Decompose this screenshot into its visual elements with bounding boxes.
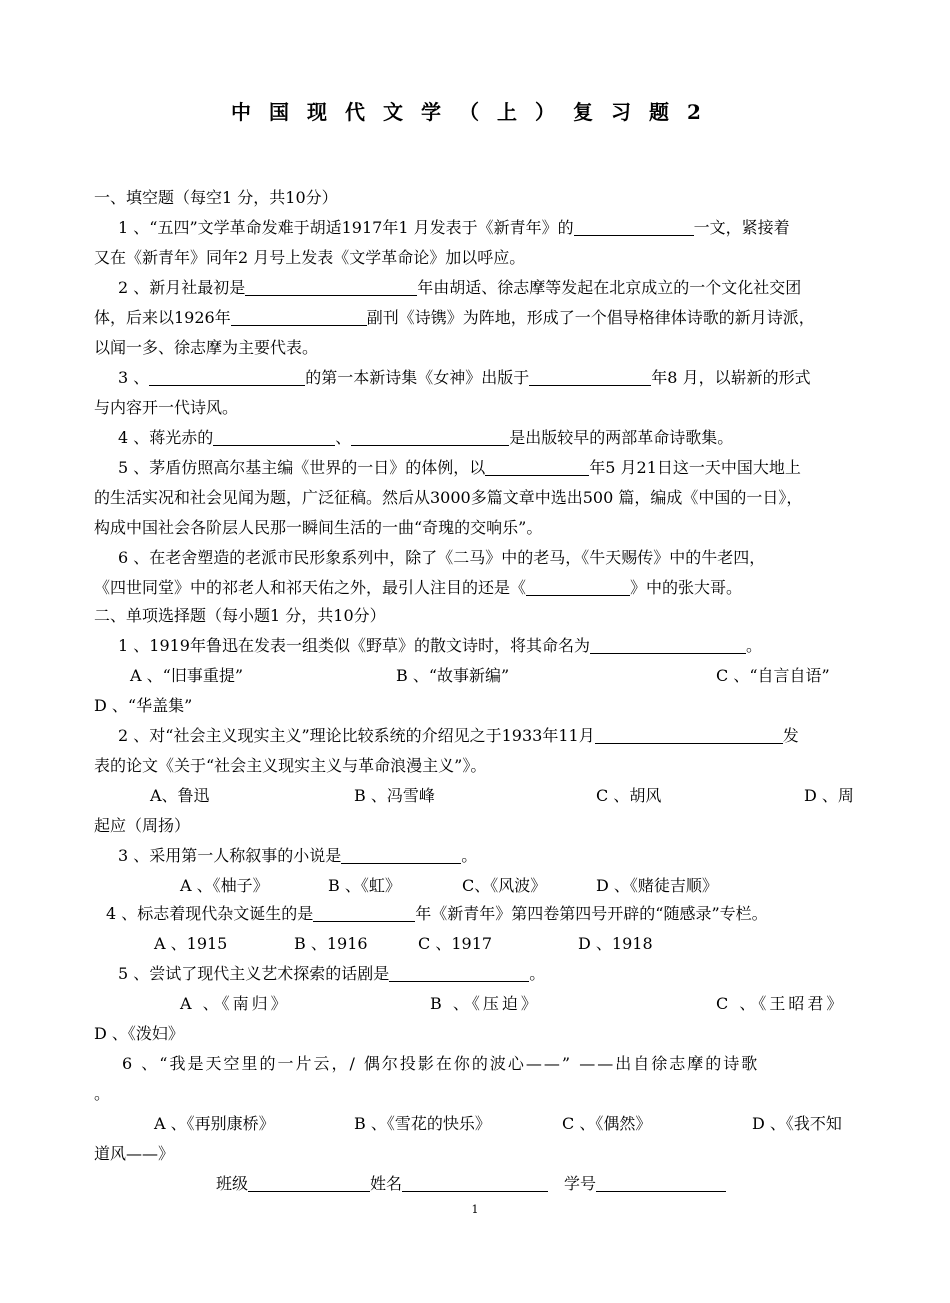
question-1-1-line-2: 又在《新青年》同年2 月号上发表《文学革命论》加以呼应。 xyxy=(94,248,526,267)
section-heading-single-choice: 二、单项选择题（每小题1 分，共10分） xyxy=(94,606,386,625)
question-1-3-line-2: 与内容开一代诗风。 xyxy=(94,398,239,417)
option-d: D 、1918 xyxy=(578,934,653,953)
option-a: A 、《南归》 xyxy=(180,994,290,1013)
blank xyxy=(529,369,651,386)
option-a: A、鲁迅 xyxy=(150,786,210,805)
question-2-4: 4 、标志着现代杂文诞生的是 年《新青年》第四卷第四号开辟的“随感录”专栏。 xyxy=(106,904,768,923)
option-d-continued: 起应（周扬） xyxy=(94,816,191,835)
question-1-5-line-2: 的生活实况和社会见闻为题，广泛征稿。然后从3000多篇文章中选出500 篇，编成《中国的一日》， xyxy=(94,488,803,507)
question-2-2-line-1: 2 、对“社会主义现实主义”理论比较系统的介绍见之于1933年11月 发 xyxy=(118,726,799,745)
option-b: B 、《虹》 xyxy=(328,876,401,895)
question-2-3: 3 、采用第一人称叙事的小说是 。 xyxy=(118,846,478,865)
option-a: A 、1915 xyxy=(154,934,228,953)
question-1-2-line-1: 2 、新月社最初是 年由胡适、徐志摩等发起在北京成立的一个文化社交团 xyxy=(118,278,802,297)
option-a: A 、《再别康桥》 xyxy=(154,1114,275,1133)
option-d: D 、周 xyxy=(804,786,854,805)
option-c: C 、《偶然》 xyxy=(562,1114,652,1133)
student-info-row xyxy=(216,1173,726,1195)
blank xyxy=(341,847,461,864)
question-1-3-line-1: 3 、 的第一本新诗集《女神》出版于 年8 月，以崭新的形式 xyxy=(118,368,811,387)
blank xyxy=(213,429,335,446)
option-b: B 、《压迫》 xyxy=(430,994,540,1013)
question-1-5-line-3: 构成中国社会各阶层人民那一瞬间生活的一曲“奇瑰的交响乐”。 xyxy=(94,518,543,537)
blank xyxy=(526,579,630,596)
option-c: C 、胡风 xyxy=(596,786,662,805)
name-label: 姓名 xyxy=(370,1174,403,1193)
student-id-field[interactable] xyxy=(596,1175,726,1192)
option-c: C 、“自言自语” xyxy=(716,666,830,685)
option-d: D 、“华盖集” xyxy=(94,696,193,715)
page-number: 1 xyxy=(471,1203,479,1216)
section-heading-fill-blank: 一、填空题（每空1 分，共10分） xyxy=(94,188,338,207)
option-d: D 、《泼妇》 xyxy=(94,1024,184,1043)
blank xyxy=(245,279,417,296)
option-b: B 、冯雪峰 xyxy=(354,786,435,805)
option-d: D 、《我不知 xyxy=(752,1114,842,1133)
question-1-2-line-2: 体，后来以1926年 副刊《诗镌》为阵地，形成了一个倡导格律体诗歌的新月诗派， xyxy=(94,308,815,327)
blank xyxy=(590,637,746,654)
blank xyxy=(149,369,305,386)
option-b: B 、《雪花的快乐》 xyxy=(354,1114,491,1133)
question-2-6-line-2: 。 xyxy=(94,1084,111,1103)
option-a: A 、“旧事重提” xyxy=(130,666,244,685)
option-c: C 、《王昭君》 xyxy=(716,994,846,1013)
name-field[interactable] xyxy=(402,1175,548,1192)
blank xyxy=(574,219,694,236)
question-2-6-line-1: 6 、“我是天空里的一片云，/ 偶尔投影在你的波心——” ——出自徐志摩的诗歌 xyxy=(122,1054,760,1073)
question-2-1: 1 、1919年鲁迅在发表一组类似《野草》的散文诗时，将其命名为 。 xyxy=(118,636,763,655)
question-1-1-line-1: 1 、“五四”文学革命发难于胡适1917年1 月发表于《新青年》的 一文，紧接着 xyxy=(118,218,790,237)
page-title: 中国现代文学（上）复习题2 xyxy=(231,100,719,124)
option-d-continued: 道风——》 xyxy=(94,1144,175,1163)
option-c: C 、1917 xyxy=(418,934,493,953)
option-b: B 、1916 xyxy=(294,934,368,953)
option-c: C、《风波》 xyxy=(462,876,547,895)
blank xyxy=(313,905,415,922)
question-2-2-line-2: 表的论文《关于“社会主义现实主义与革命浪漫主义”》。 xyxy=(94,756,487,775)
class-label: 班级 xyxy=(216,1174,249,1193)
option-b: B 、“故事新编” xyxy=(396,666,510,685)
blank xyxy=(595,727,783,744)
student-id-label: 学号 xyxy=(564,1174,597,1193)
question-2-5: 5 、尝试了现代主义艺术探索的话剧是 。 xyxy=(118,964,546,983)
question-1-2-line-3: 以闻一多、徐志摩为主要代表。 xyxy=(94,338,319,357)
question-1-5-line-1: 5 、茅盾仿照高尔基主编《世界的一日》的体例，以 年5 月21日这一天中国大地上 xyxy=(118,458,801,477)
blank xyxy=(389,965,529,982)
option-a: A 、《柚子》 xyxy=(180,876,269,895)
question-1-6-line-2: 《四世同堂》中的祁老人和祁天佑之外，最引人注目的还是《 》中的张大哥。 xyxy=(94,578,743,597)
blank xyxy=(485,459,589,476)
blank xyxy=(231,309,367,326)
blank xyxy=(351,429,509,446)
class-field[interactable] xyxy=(248,1175,370,1192)
question-1-6-line-1: 6 、在老舍塑造的老派市民形象系列中，除了《二马》中的老马，《牛天赐传》中的牛老四， xyxy=(118,548,766,567)
option-d: D 、《赌徒吉顺》 xyxy=(596,876,718,895)
question-1-4: 4 、蒋光赤的 、 是出版较早的两部革命诗歌集。 xyxy=(118,428,734,447)
